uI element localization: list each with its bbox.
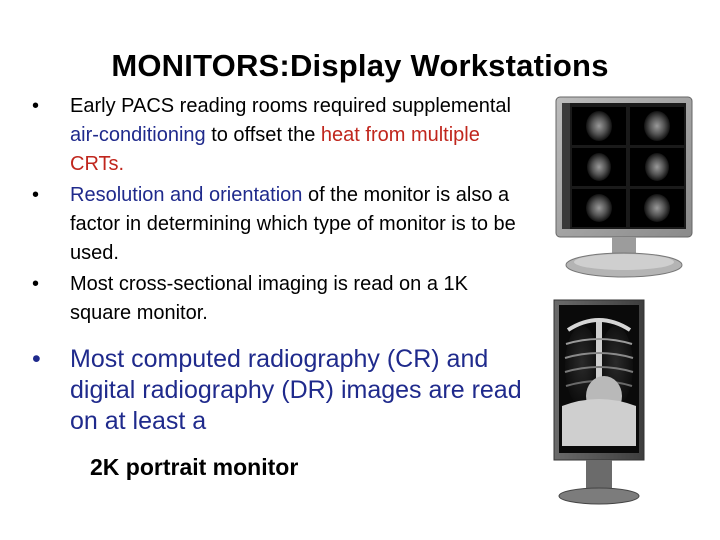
portrait-monitor-image bbox=[548, 296, 668, 512]
landscape-monitor-image bbox=[548, 93, 696, 289]
bullet-text: Most computed radiography (CR) and digital radiography (DR) images are read on at least a bbox=[70, 345, 522, 435]
bullet-dot: • bbox=[32, 345, 41, 373]
bullet-dot: • bbox=[32, 184, 40, 206]
bullet-highlight-heat: heat from multiple CRTs bbox=[70, 124, 480, 175]
bullet-highlight-air-conditioning: air-conditioning bbox=[70, 124, 206, 146]
bullet-dot: • bbox=[32, 273, 40, 295]
bullet-text: to offset the bbox=[205, 124, 321, 146]
bullet-highlight-resolution: Resolution and orientation bbox=[70, 184, 303, 206]
bullet-text: Early PACS reading rooms required supplemental bbox=[70, 95, 511, 117]
bullet-text: Most cross-sectional imaging is read on a 1K square monitor. bbox=[70, 273, 468, 324]
bullet-dot: • bbox=[32, 95, 40, 117]
bullet-text-period: . bbox=[118, 153, 125, 175]
final-line-2k-portrait: 2K portrait monitor bbox=[90, 454, 299, 480]
bullet-item-resolution bbox=[24, 181, 534, 268]
bullet-list bbox=[24, 92, 534, 437]
bullet-text: of the monitor is also a factor in determining which type of monitor is to be used. bbox=[70, 184, 516, 264]
bullet-item-cross-sectional bbox=[24, 270, 534, 328]
slide-title: MONITORS:Display Workstations bbox=[111, 48, 609, 83]
bullet-item-reading-rooms bbox=[24, 92, 534, 179]
bullet-item-cr-dr bbox=[24, 344, 534, 437]
chest-xray bbox=[562, 320, 636, 446]
